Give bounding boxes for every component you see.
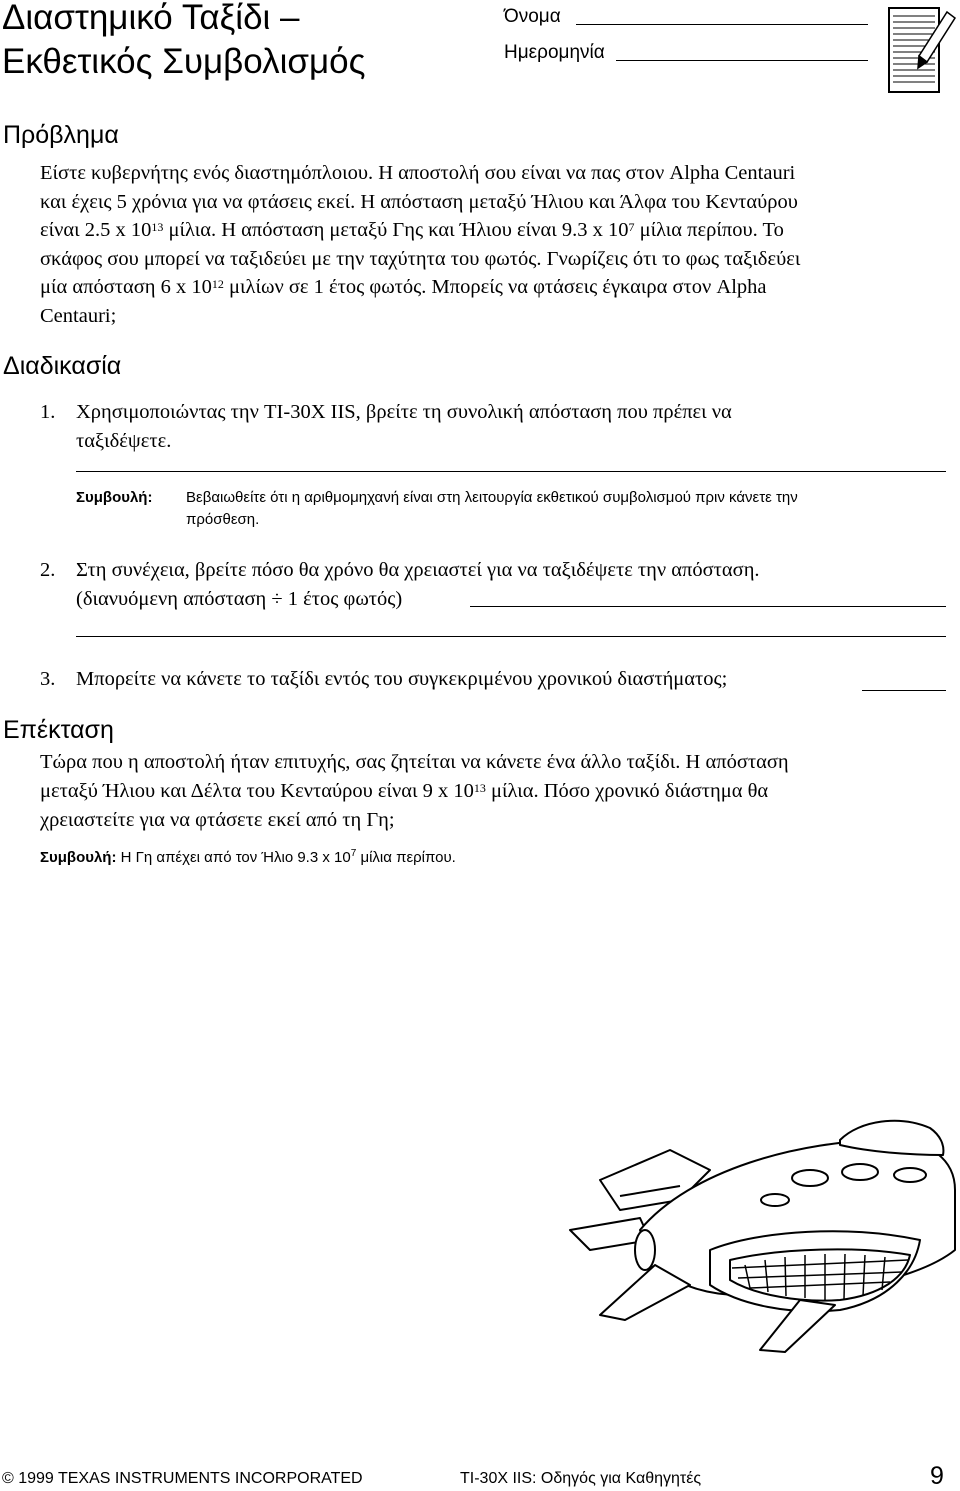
date-label: Ημερομηνία <box>504 42 605 63</box>
page-title-line2: Εκθετικός Συμβολισμός <box>2 42 366 81</box>
step2-text: Στη συνέχεια, βρείτε πόσο θα χρόνο θα χρειαστεί για να ταξιδέψετε την απόσταση. (διανυόμενη απόσταση ÷ 1 έτος φωτός) <box>76 559 760 610</box>
procedure-tip-text: Βεβαιωθείτε ότι η αριθμομηχανή είναι στη λειτουργία εκθετικού συμβολισμού πριν κάνετε την πρόσθεση. <box>186 489 798 528</box>
extension-line: Τώρα που η αποστολή ήταν επιτυχής, σας ζητείται να κάνετε ένα άλλο ταξίδι. Η απόσταση <box>40 751 789 773</box>
page-title-line1: Διαστημικό Ταξίδι – <box>2 0 300 37</box>
name-label: Όνομα <box>504 6 561 27</box>
extension-line: μεταξύ Ήλιου και Δέλτα του Κενταύρου είναι 9 x $10^{13}$ μίλια. Πόσο χρονικό διάστημα θα <box>40 780 769 802</box>
step3-answer-line[interactable] <box>862 690 946 691</box>
page-header <box>0 0 960 100</box>
name-field[interactable] <box>576 24 868 25</box>
problem-line: και έχεις 5 χρόνια για να φτάσεις εκεί. Η απόσταση μεταξύ Ήλιου και Άλφα του Κενταύρου <box>40 190 798 213</box>
extension-tip: Συμβουλή: Η Γη απέχει από τον Ήλιο 9.3 x $10^7$ μίλια περίπου. <box>40 848 456 866</box>
problem-line: είναι 2.5 x $10^{13}$ μίλια. Η απόσταση μεταξύ Γης και Ήλιου είναι 9.3 x $10^7$ μίλια περίπου. Το <box>40 219 784 242</box>
step3-number: 3. <box>40 668 56 690</box>
step1-number: 1. <box>40 401 56 423</box>
extension-heading: Επέκταση <box>3 716 114 744</box>
problem-paragraph <box>40 159 940 331</box>
step2-answer-line[interactable] <box>470 606 946 607</box>
step1-text: Χρησιμοποιώντας την TI-30X IIS, βρείτε τη συνολική απόσταση που πρέπει να ταξιδέψετε. <box>76 401 732 452</box>
problem-line: Centauri; <box>40 304 117 327</box>
footer-guide: TI-30X IIS: Οδηγός για Καθηγητές <box>460 1470 702 1487</box>
problem-heading: Πρόβλημα <box>3 121 119 149</box>
footer-copyright: © 1999 TEXAS INSTRUMENTS INCORPORATED <box>2 1470 363 1487</box>
procedure-heading: Διαδικασία <box>3 352 122 380</box>
problem-line: μία απόσταση 6 x $10^{12}$ μιλίων σε 1 έτος φωτός. Μπορείς να φτάσεις έγκαιρα στον Alpha <box>40 276 767 299</box>
extension-paragraph <box>40 748 940 835</box>
date-field[interactable] <box>616 60 868 61</box>
notepad-pencil-icon <box>885 4 957 96</box>
step3-text: Μπορείτε να κάνετε το ταξίδι εντός του συγκεκριμένου χρονικού διαστήματος; <box>76 668 728 690</box>
step2-number: 2. <box>40 559 56 581</box>
problem-line: σκάφος σου μπορεί να ταξιδεύει με την ταχύτητα του φωτός. Γνωρίζεις ότι το φως ταξιδεύει <box>40 247 801 270</box>
extension-line: χρειαστείτε για να φτάσετε εκεί από τη Γη; <box>40 809 395 831</box>
step1-answer-line[interactable] <box>76 471 946 472</box>
spaceship-illustration <box>560 1100 960 1360</box>
procedure-tip-label: Συμβουλή: <box>76 489 153 506</box>
page-number: 9 <box>930 1462 944 1490</box>
step2-answer-line-2[interactable] <box>76 636 946 637</box>
problem-line: Είστε κυβερνήτης ενός διαστημόπλοιου. Η αποστολή σου είναι να πας στον Alpha Centauri <box>40 162 796 184</box>
